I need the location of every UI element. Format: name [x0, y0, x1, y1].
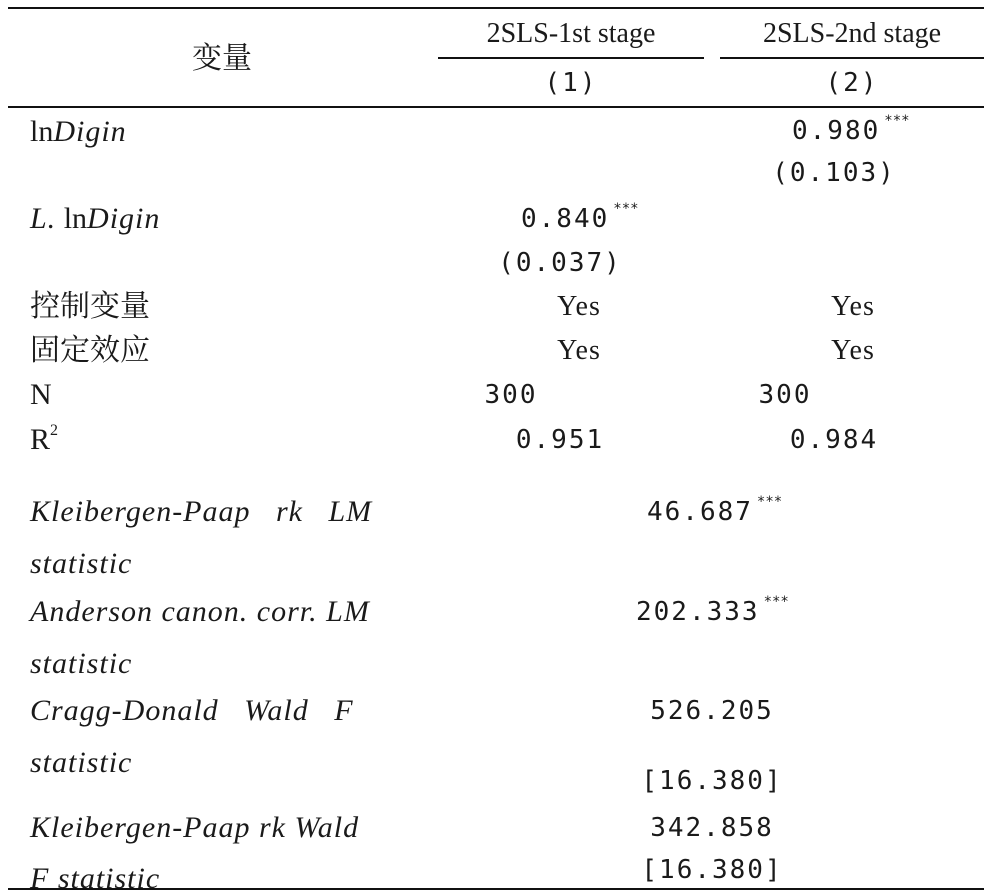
stat-value: 202.333: [636, 597, 760, 627]
row-fixed-col1: Yes: [557, 335, 601, 366]
kp-lm-value: [647, 494, 783, 527]
header-col1-num: (1): [544, 68, 598, 98]
anderson-value: [636, 594, 789, 627]
kp-lm-label-line1: Kleibergen-Paap rk LM: [30, 495, 373, 528]
kp-wald-label-line2: F statistic: [30, 862, 161, 895]
cd-wald-value: 526.205: [650, 696, 774, 726]
row-controls-col2: Yes: [831, 291, 875, 322]
row-controls-col1: Yes: [557, 291, 601, 322]
coef-value: 0.840: [521, 204, 610, 234]
r-letter: R: [30, 423, 51, 456]
row-lndigin-col2-se: (0.103): [772, 158, 896, 188]
row-lndigin-label: [30, 117, 127, 147]
significance-stars: ***: [756, 494, 783, 510]
top-rule: [8, 7, 984, 9]
row-l-lndigin-col1: [521, 201, 639, 234]
col2-header-rule: [720, 57, 984, 59]
row-l-lndigin-label: [30, 204, 160, 234]
ln-prefix: ln: [30, 115, 54, 148]
significance-stars: ***: [613, 201, 639, 217]
cd-wald-label-line1: Cragg-Donald Wald F: [30, 694, 354, 727]
row-n-label: N: [30, 378, 52, 411]
squared-superscript: 2: [50, 422, 59, 439]
header-col1-title: 2SLS-1st stage: [486, 18, 656, 49]
kp-wald-value: 342.858: [650, 813, 774, 843]
header-bottom-rule: [8, 106, 984, 108]
row-fixed-col2: Yes: [831, 335, 875, 366]
row-l-lndigin-col1-se: (0.037): [498, 248, 622, 278]
kp-lm-label-line2: statistic: [30, 547, 133, 580]
row-r2-label: [30, 422, 59, 456]
ln-prefix: ln: [63, 202, 88, 235]
header-col2-num: (2): [825, 68, 879, 98]
row-r2-col1: 0.951: [515, 425, 605, 455]
anderson-label-line2: statistic: [30, 647, 133, 680]
significance-stars: ***: [884, 113, 910, 129]
row-n-col1: 300: [484, 380, 538, 410]
kp-wald-critical: [16.380]: [641, 855, 783, 885]
row-r2-col2: 0.984: [789, 425, 879, 455]
stat-value: 46.687: [647, 497, 753, 527]
digin-italic: Digin: [87, 202, 161, 235]
row-controls-label: 控制变量: [30, 289, 150, 324]
lag-prefix: L.: [30, 202, 57, 235]
significance-stars: ***: [763, 594, 789, 610]
row-fixed-label: 固定效应: [30, 333, 150, 368]
cd-wald-label-line2: statistic: [30, 746, 133, 779]
row-n-col2: 300: [758, 380, 812, 410]
row-lndigin-col2: [792, 113, 910, 146]
col1-header-rule: [438, 57, 704, 59]
header-col2-title: 2SLS-2nd stage: [762, 18, 942, 49]
cd-wald-critical: [16.380]: [641, 766, 783, 796]
digin-italic: Digin: [53, 115, 127, 148]
anderson-label-line1: Anderson canon. corr. LM: [30, 595, 370, 628]
kp-wald-label-line1: Kleibergen-Paap rk Wald: [30, 811, 360, 844]
header-variable: 变量: [192, 41, 252, 76]
coef-value: 0.980: [792, 116, 881, 146]
